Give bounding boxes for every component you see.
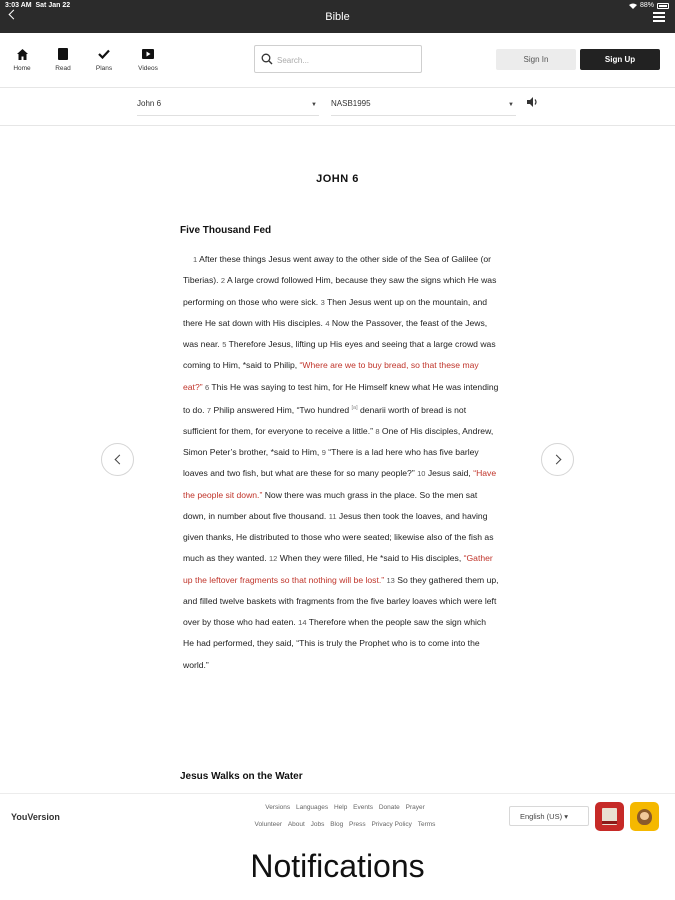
verse-number: 2 (220, 276, 226, 286)
verse-number: 3 (320, 297, 325, 307)
search-icon (261, 53, 273, 65)
previous-chapter-button[interactable] (101, 443, 134, 476)
nav-read[interactable] (43, 47, 83, 72)
verse-number: 9 (321, 448, 326, 458)
verse-number: 10 (417, 469, 426, 479)
footer-link-prayer[interactable]: Prayer (405, 804, 425, 811)
verse-text[interactable]: One of His disciples, Andrew, Simon Peter’s brother, *said to Him, (183, 425, 494, 458)
reader-selector-row (0, 88, 675, 126)
verse-text[interactable]: Therefore when the people saw the sign which He had performed, they said, “This is truly the Prophet who is to come into the world.” (183, 617, 486, 670)
footer-link-press[interactable]: Press (349, 821, 366, 828)
main-nav (0, 33, 675, 88)
caret-down-icon: ▼ (311, 102, 317, 108)
book-chapter-select[interactable] (137, 96, 319, 116)
footer-link-terms[interactable]: Terms (417, 821, 436, 828)
wifi-icon (629, 3, 637, 9)
footer-link-events[interactable]: Events (353, 804, 374, 811)
verse-number: 4 (325, 318, 330, 328)
home-icon (17, 49, 28, 60)
language-select[interactable] (509, 806, 589, 826)
status-date: Sat Jan 22 (35, 2, 71, 9)
verse-text[interactable]: This He was saying to test him, for He Himself knew what He was intending to do. (183, 381, 499, 415)
nav-videos-label: Videos (138, 65, 158, 72)
verse-number: 5 (222, 340, 227, 349)
verse-number: 12 (269, 554, 278, 564)
bible-passage (183, 249, 499, 676)
language-value: English (US) (520, 812, 563, 821)
nav-plans[interactable] (84, 47, 124, 72)
verse-number: 1 (193, 255, 198, 264)
footer-link-jobs[interactable]: Jobs (310, 821, 325, 828)
passage-paragraph (183, 249, 499, 676)
footer-links-row (200, 804, 490, 811)
book-icon (58, 48, 68, 60)
footer-link-languages[interactable]: Languages (295, 804, 329, 811)
verse-text[interactable]: After these things Jesus went away to the other side of the Sea of Galilee (or Tiberias). (183, 254, 491, 286)
verse-number: 13 (386, 575, 395, 585)
section-heading: Jesus Walks on the Water (180, 771, 303, 782)
battery-icon (657, 3, 669, 9)
verse-text[interactable]: denarii worth of bread is not sufficient for them, for everyone to receive a little.” (183, 404, 467, 436)
footer-links-row (200, 821, 490, 828)
section-heading: Five Thousand Fed (180, 225, 272, 236)
verse-number: 7 (206, 405, 212, 415)
footer-link-privacy[interactable]: Privacy Policy (371, 821, 412, 828)
verse-text[interactable]: Jesus said, (427, 468, 471, 479)
bible-app-for-kids-icon[interactable] (630, 802, 659, 831)
nav-home-label: Home (13, 65, 31, 72)
caret-down-icon: ▾ (564, 812, 568, 821)
search-input[interactable] (277, 52, 417, 68)
sign-in-button[interactable]: Sign In (496, 49, 576, 70)
nav-read-label: Read (55, 65, 71, 72)
verse-number: 14 (298, 618, 307, 628)
status-indicators (629, 2, 669, 9)
verse-number: 11 (328, 511, 337, 521)
verse-text[interactable]: So they gathered them up, and filled twelve baskets with fragments from the five barley loaves which were left over by those who had eaten. (183, 574, 499, 628)
chapter-title: JOHN 6 (316, 173, 359, 185)
checkmark-icon (98, 49, 110, 59)
youversion-logo[interactable]: YouVersion (11, 812, 60, 822)
version-select[interactable] (331, 96, 516, 116)
sign-up-button[interactable]: Sign Up (580, 49, 660, 70)
video-play-icon (142, 49, 154, 59)
notifications-caption: Notifications (250, 848, 425, 884)
caret-down-icon: ▼ (508, 102, 514, 108)
menu-icon[interactable] (653, 12, 665, 22)
app-title: Bible (325, 11, 350, 23)
verse-text[interactable]: Now there was much grass in the place. So the men sat down, in number about five thousand. (183, 489, 478, 521)
footer-link-blog[interactable]: Blog (330, 821, 344, 828)
footer-link-volunteer[interactable]: Volunteer (254, 821, 283, 828)
search-box[interactable] (254, 45, 422, 73)
battery-percent: 88% (639, 2, 654, 9)
next-chapter-button[interactable] (541, 443, 574, 476)
verse-number: 8 (375, 426, 380, 436)
app-top-bar (0, 0, 675, 33)
footer-link-about[interactable]: About (287, 821, 305, 828)
site-footer (0, 793, 675, 838)
verse-text[interactable]: Jesus then took the loaves, and having given thanks, He distributed to those who were seated; likewise also of the fish as much as they wanted. (183, 510, 494, 564)
status-time-text: 3:03 AM (5, 2, 32, 9)
words-of-christ[interactable]: “Gather up the leftover fragments so that nothing will be lost.” (183, 553, 493, 585)
verse-text[interactable]: When they were filled, He *said to His disciples, (279, 553, 462, 564)
verse-text[interactable]: Philip answered Him, “Two hundred (213, 404, 350, 415)
footer-link-donate[interactable]: Donate (378, 804, 400, 811)
version-value: NASB1995 (331, 99, 371, 108)
footnote-marker[interactable]: [a] (351, 404, 358, 411)
footer-link-versions[interactable]: Versions (265, 804, 291, 811)
verse-text[interactable]: Then Jesus went up on the mountain, and there He sat down with His disciples. (183, 296, 488, 328)
verse-text[interactable]: Now the Passover, the feast of the Jews, was near. (183, 317, 488, 349)
bible-app-icon[interactable] (595, 802, 624, 831)
verse-text[interactable]: Therefore Jesus, lifting up His eyes and seeing that a large crowd was coming to Him, *said to Philip, (183, 339, 496, 371)
nav-home[interactable] (2, 47, 42, 72)
nav-videos[interactable] (128, 47, 168, 72)
nav-plans-label: Plans (95, 65, 113, 72)
words-of-christ[interactable]: “Have the people sit down.” (183, 468, 497, 500)
verse-text[interactable]: “There is a lad here who has five barley loaves and two fish, but what are these for so many people?” (183, 447, 479, 479)
verse-text[interactable]: A large crowd followed Him, because they saw the signs which He was performing on those who were sick. (183, 275, 497, 307)
verse-number: 6 (204, 382, 210, 392)
words-of-christ[interactable]: “Where are we to buy bread, so that these may eat?” (183, 360, 479, 392)
footer-link-help[interactable]: Help (333, 804, 348, 811)
book-chapter-value: John 6 (137, 99, 162, 108)
audio-speaker-icon[interactable] (526, 96, 540, 108)
